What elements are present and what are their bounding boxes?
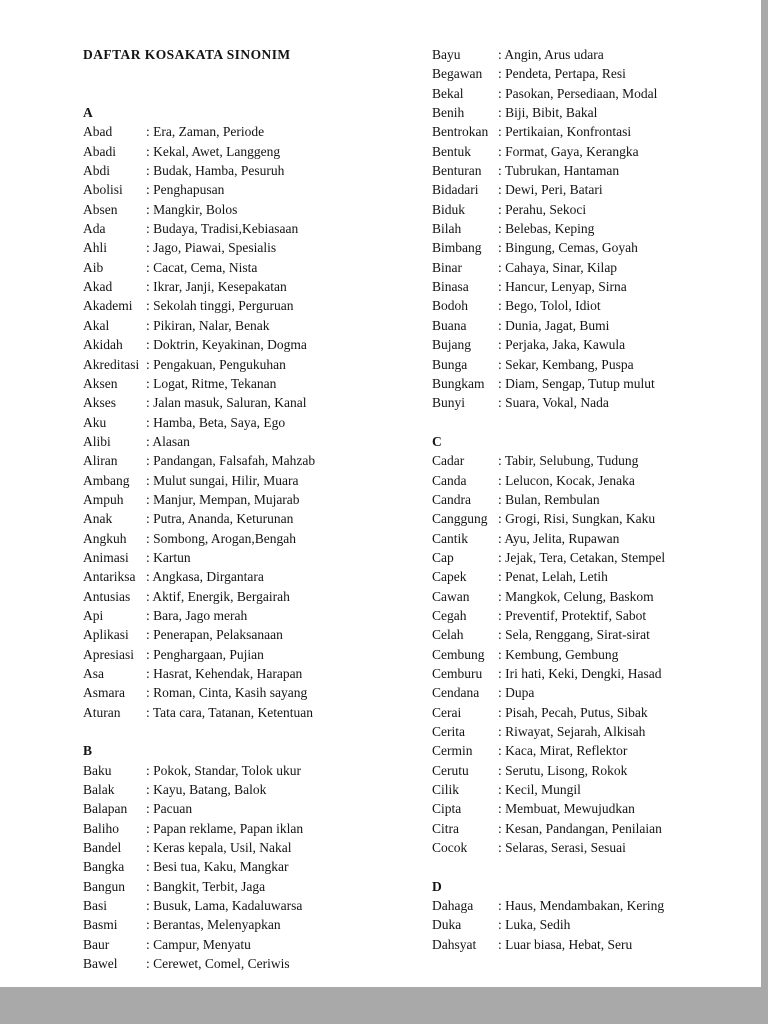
entry-term: Antusias <box>83 588 131 604</box>
entry-cipta <box>432 799 752 818</box>
entry-ambang <box>83 471 423 490</box>
entry-synonyms: : Kayu, Batang, Balok <box>146 782 267 798</box>
entry-abadi <box>83 142 423 161</box>
entry-synonyms: : Cerewet, Comel, Ceriwis <box>146 956 290 972</box>
entry-cadar <box>432 451 752 470</box>
entry-term: Aku <box>83 414 107 430</box>
entry-alibi <box>83 432 423 451</box>
entry-term: Cawan <box>432 588 470 604</box>
entry-term: Bayu <box>432 47 461 62</box>
entry-term: Akad <box>83 279 113 295</box>
entry-synonyms: : Mangkir, Bolos <box>146 201 238 217</box>
entry-term: Buana <box>432 317 467 333</box>
entry-term: Abadi <box>83 143 116 159</box>
entry-synonyms: : Sekar, Kembang, Puspa <box>498 356 634 372</box>
entry-term: Candra <box>432 491 471 507</box>
entry-synonyms: : Kesan, Pandangan, Penilaian <box>498 820 662 836</box>
entry-cerai <box>432 703 752 722</box>
entry-term: Ada <box>83 221 106 237</box>
entry-synonyms: : Riwayat, Sejarah, Alkisah <box>498 724 646 740</box>
entry-synonyms: : Grogi, Risi, Sungkan, Kaku <box>498 511 656 527</box>
entry-synonyms: : Dupa <box>498 685 535 701</box>
entry-abdi <box>83 161 423 180</box>
entry-term: Bawel <box>83 956 118 972</box>
entry-synonyms: : Penghapusan <box>146 182 225 198</box>
entry-term: Bentrokan <box>432 124 489 140</box>
entry-synonyms: : Suara, Vokal, Nada <box>498 395 609 411</box>
entry-term: Benih <box>432 105 465 121</box>
entry-angkuh <box>83 529 423 548</box>
entry-term: Cocok <box>432 840 468 856</box>
entry-bentrokan <box>432 122 752 141</box>
entry-synonyms: : Ikrar, Janji, Kesepakatan <box>146 279 287 295</box>
entry-binar <box>432 258 752 277</box>
entry-synonyms: : Angkasa, Dirgantara <box>146 569 264 585</box>
entry-cegah <box>432 606 752 625</box>
entry-bangka <box>83 857 423 876</box>
entry-term: Cemburu <box>432 666 483 681</box>
entry-synonyms: : Haus, Mendambakan, Kering <box>498 898 665 914</box>
entry-aturan <box>83 703 423 722</box>
entry-bilah <box>432 219 752 238</box>
entry-aib <box>83 258 423 277</box>
entry-bekal <box>432 84 752 103</box>
entry-benturan <box>432 161 752 180</box>
entry-synonyms: : Kaca, Mirat, Reflektor <box>498 743 628 759</box>
entry-bungkam <box>432 374 752 393</box>
entry-cocok <box>432 838 752 857</box>
entry-cendana <box>432 683 752 702</box>
section-letter-c: C <box>432 433 442 449</box>
entry-term: Bodoh <box>432 298 469 314</box>
left-column <box>83 45 423 974</box>
entry-balapan <box>83 799 423 818</box>
entry-aplikasi <box>83 625 423 644</box>
entry-term: Alibi <box>83 433 111 449</box>
entry-synonyms: : Bego, Tolol, Idiot <box>498 298 601 314</box>
entry-synonyms: : Dewi, Peri, Batari <box>498 182 603 198</box>
entry-asmara <box>83 683 423 702</box>
entry-apresiasi <box>83 645 423 664</box>
entry-term: Ampuh <box>83 491 124 507</box>
entry-synonyms: : Bulan, Rembulan <box>498 491 600 507</box>
entry-synonyms: : Pikiran, Nalar, Benak <box>146 317 270 333</box>
entry-basmi <box>83 915 423 934</box>
entry-synonyms: : Pendeta, Pertapa, Resi <box>498 66 626 82</box>
entry-synonyms: : Mulut sungai, Hilir, Muara <box>146 472 299 488</box>
entry-synonyms: : Ayu, Jelita, Rupawan <box>498 530 620 546</box>
entry-term: Baur <box>83 936 110 952</box>
entry-synonyms: : Lelucon, Kocak, Jenaka <box>498 472 635 488</box>
entry-dahsyat <box>432 935 752 954</box>
entry-synonyms: : Membuat, Mewujudkan <box>498 801 635 817</box>
entry-synonyms: : Mangkok, Celung, Baskom <box>498 588 654 604</box>
entry-capek <box>432 567 752 586</box>
entry-synonyms: : Jalan masuk, Saluran, Kanal <box>146 395 307 411</box>
entry-cerutu <box>432 761 752 780</box>
entry-bunyi <box>432 393 752 412</box>
section-letter-b: B <box>83 743 93 759</box>
entry-animasi <box>83 548 423 567</box>
entry-buana <box>432 316 752 335</box>
entry-term: Canggung <box>432 511 488 527</box>
entry-term: Cilik <box>432 782 460 798</box>
entry-cerita <box>432 722 752 741</box>
entry-synonyms: : Penghargaan, Pujian <box>146 646 264 662</box>
entry-canda <box>432 471 752 490</box>
entry-synonyms: : Luka, Sedih <box>498 917 571 933</box>
entry-basi <box>83 896 423 915</box>
entry-term: Antariksa <box>83 569 136 585</box>
entry-term: Asa <box>83 666 104 681</box>
entry-synonyms: : Kekal, Awet, Langgeng <box>146 143 281 159</box>
entry-term: Bidadari <box>432 182 479 198</box>
entry-term: Baku <box>83 762 112 778</box>
entry-cembung <box>432 645 752 664</box>
entry-synonyms: : Busuk, Lama, Kadaluwarsa <box>146 898 303 914</box>
entry-term: Aturan <box>83 704 121 720</box>
entry-synonyms: : Campur, Menyatu <box>146 936 251 952</box>
entry-term: Cembung <box>432 646 485 662</box>
entry-cemburu <box>432 664 752 683</box>
entry-bawel <box>83 954 423 973</box>
entry-synonyms: : Diam, Sengap, Tutup mulut <box>498 375 655 391</box>
entry-term: Baliho <box>83 820 119 836</box>
entry-term: Cendana <box>432 685 480 701</box>
entry-synonyms: : Cahaya, Sinar, Kilap <box>498 259 618 275</box>
entry-balak <box>83 780 423 799</box>
entry-synonyms: : Besi tua, Kaku, Mangkar <box>146 859 289 875</box>
entry-synonyms: : Pokok, Standar, Tolok ukur <box>146 762 302 778</box>
entry-synonyms: : Jago, Piawai, Spesialis <box>146 240 277 256</box>
entry-term: Akses <box>83 395 116 411</box>
entry-synonyms: : Alasan <box>146 433 190 449</box>
entry-candra <box>432 490 752 509</box>
entry-term: Cermin <box>432 743 473 759</box>
entry-synonyms: : Luar biasa, Hebat, Seru <box>498 936 633 952</box>
entry-cap <box>432 548 752 567</box>
entry-synonyms: : Hancur, Lenyap, Sirna <box>498 279 627 295</box>
entry-term: Binar <box>432 259 462 275</box>
entry-synonyms: : Penerapan, Pelaksanaan <box>146 627 283 643</box>
entry-synonyms: : Roman, Cinta, Kasih sayang <box>146 685 308 701</box>
entry-term: Benturan <box>432 163 482 179</box>
entry-bodoh <box>432 296 752 315</box>
entry-synonyms: : Angin, Arus udara <box>498 47 604 62</box>
entry-term: Apresiasi <box>83 646 134 662</box>
entry-ada <box>83 219 423 238</box>
entry-synonyms: : Kecil, Mungil <box>498 782 581 798</box>
entry-cawan <box>432 587 752 606</box>
entry-dahaga <box>432 896 752 915</box>
entry-synonyms: : Pisah, Pecah, Putus, Sibak <box>498 704 648 720</box>
entry-synonyms: : Sombong, Arogan,Bengah <box>146 530 296 546</box>
entry-term: Api <box>83 607 104 623</box>
entry-term: Bungkam <box>432 375 485 391</box>
entry-synonyms: : Pertikaian, Konfrontasi <box>498 124 632 140</box>
entry-synonyms: : Pandangan, Falsafah, Mahzab <box>146 453 316 469</box>
entry-term: Akal <box>83 317 110 333</box>
entry-anak <box>83 509 423 528</box>
entry-term: Dahsyat <box>432 936 477 952</box>
entry-begawan <box>432 64 752 83</box>
entry-duka <box>432 915 752 934</box>
entry-bentuk <box>432 142 752 161</box>
entry-synonyms: : Bangkit, Terbit, Jaga <box>146 878 266 894</box>
entry-term: Balak <box>83 782 115 798</box>
entry-abolisi <box>83 180 423 199</box>
entry-term: Citra <box>432 820 459 836</box>
entry-synonyms: : Logat, Ritme, Tekanan <box>146 375 277 391</box>
entry-term: Canda <box>432 472 467 488</box>
entry-baku <box>83 761 423 780</box>
entry-baliho <box>83 819 423 838</box>
entry-citra <box>432 819 752 838</box>
entry-term: Bangun <box>83 878 125 894</box>
entry-synonyms: : Budak, Hamba, Pesuruh <box>146 163 285 179</box>
entry-term: Capek <box>432 569 467 585</box>
entry-synonyms: : Penat, Lelah, Letih <box>498 569 608 585</box>
entry-synonyms: : Biji, Bibit, Bakal <box>498 105 598 121</box>
entry-term: Angkuh <box>83 530 127 546</box>
entry-synonyms: : Manjur, Mempan, Mujarab <box>146 491 300 507</box>
entry-synonyms: : Tubrukan, Hantaman <box>498 163 620 179</box>
entry-cilik <box>432 780 752 799</box>
entry-term: Akademi <box>83 298 133 314</box>
entry-term: Cadar <box>432 453 465 469</box>
entry-synonyms: : Cacat, Cema, Nista <box>146 259 258 275</box>
entry-synonyms: : Papan reklame, Papan iklan <box>146 820 304 836</box>
entry-term: Begawan <box>432 66 483 82</box>
entry-term: Asmara <box>83 685 125 701</box>
entry-term: Akreditasi <box>83 356 140 372</box>
entry-synonyms: : Bara, Jago merah <box>146 607 248 623</box>
entry-akidah <box>83 335 423 354</box>
entry-absen <box>83 200 423 219</box>
entry-synonyms: : Perahu, Sekoci <box>498 201 587 217</box>
entry-term: Basi <box>83 898 108 914</box>
entry-term: Aliran <box>83 453 118 469</box>
entry-term: Abdi <box>83 163 110 179</box>
entry-ahli <box>83 238 423 257</box>
entry-synonyms: : Kartun <box>146 549 191 565</box>
entry-synonyms: : Sela, Renggang, Sirat-sirat <box>498 627 650 643</box>
entry-akses <box>83 393 423 412</box>
entry-synonyms: : Kembung, Gembung <box>498 646 619 662</box>
entry-cermin <box>432 741 752 760</box>
entry-antariksa <box>83 567 423 586</box>
entry-term: Bilah <box>432 221 462 237</box>
entry-synonyms: : Pasokan, Persediaan, Modal <box>498 85 658 101</box>
entry-antusias <box>83 587 423 606</box>
entry-synonyms: : Bingung, Cemas, Goyah <box>498 240 638 256</box>
entry-synonyms: : Putra, Ananda, Keturunan <box>146 511 294 527</box>
entry-term: Dahaga <box>432 898 474 914</box>
entry-binasa <box>432 277 752 296</box>
entry-synonyms: : Era, Zaman, Periode <box>146 124 265 140</box>
entry-term: Aplikasi <box>83 627 129 643</box>
entry-canggung <box>432 509 752 528</box>
entry-akal <box>83 316 423 335</box>
entry-term: Biduk <box>432 201 466 217</box>
entry-synonyms: : Hamba, Beta, Saya, Ego <box>146 414 286 430</box>
entry-cantik <box>432 529 752 548</box>
entry-synonyms: : Budaya, Tradisi,Kebiasaan <box>146 221 299 237</box>
entry-bangun <box>83 877 423 896</box>
entry-synonyms: : Berantas, Melenyapkan <box>146 917 281 933</box>
entry-bayu <box>432 45 752 64</box>
entry-term: Akidah <box>83 337 123 353</box>
entry-synonyms: : Jejak, Tera, Cetakan, Stempel <box>498 549 666 565</box>
entry-term: Aksen <box>83 375 118 391</box>
right-column <box>432 45 752 954</box>
entry-api <box>83 606 423 625</box>
entry-synonyms: : Sekolah tinggi, Perguruan <box>146 298 294 314</box>
entry-synonyms: : Serutu, Lisong, Rokok <box>498 762 628 778</box>
entry-term: Balapan <box>83 801 128 817</box>
entry-biduk <box>432 200 752 219</box>
entry-ampuh <box>83 490 423 509</box>
entry-term: Cerita <box>432 724 465 740</box>
entry-term: Cerutu <box>432 762 469 778</box>
entry-synonyms: : Format, Gaya, Kerangka <box>498 143 639 159</box>
entry-term: Animasi <box>83 549 129 565</box>
entry-synonyms: : Iri hati, Keki, Dengki, Hasad <box>498 666 662 681</box>
entry-synonyms: : Pengakuan, Pengukuhan <box>146 356 286 372</box>
entry-bidadari <box>432 180 752 199</box>
entry-term: Abolisi <box>83 182 123 198</box>
entry-term: Bunga <box>432 356 468 372</box>
entry-bimbang <box>432 238 752 257</box>
entry-synonyms: : Pacuan <box>146 801 193 817</box>
entry-bandel <box>83 838 423 857</box>
entry-term: Bimbang <box>432 240 482 256</box>
entry-celah <box>432 625 752 644</box>
entry-term: Abad <box>83 124 113 140</box>
entry-synonyms: : Aktif, Energik, Bergairah <box>146 588 290 604</box>
entry-bunga <box>432 355 752 374</box>
entry-term: Cap <box>432 549 454 565</box>
entry-aku <box>83 413 423 432</box>
entry-term: Aib <box>83 259 104 275</box>
entry-synonyms: : Keras kepala, Usil, Nakal <box>146 840 292 856</box>
entry-synonyms: : Perjaka, Jaka, Kawula <box>498 337 626 353</box>
entry-term: Anak <box>83 511 113 527</box>
entry-benih <box>432 103 752 122</box>
entry-term: Duka <box>432 917 462 933</box>
entry-term: Bekal <box>432 85 464 101</box>
entry-synonyms: : Dunia, Jagat, Bumi <box>498 317 610 333</box>
entry-term: Cantik <box>432 530 468 546</box>
entry-aksen <box>83 374 423 393</box>
entry-term: Bunyi <box>432 395 466 411</box>
entry-synonyms: : Hasrat, Kehendak, Harapan <box>146 666 303 681</box>
entry-term: Bangka <box>83 859 125 875</box>
entry-term: Binasa <box>432 279 469 295</box>
entry-synonyms: : Tata cara, Tatanan, Ketentuan <box>146 704 314 720</box>
entry-term: Bandel <box>83 840 122 856</box>
entry-term: Celah <box>432 627 464 643</box>
entry-akademi <box>83 296 423 315</box>
entry-term: Ahli <box>83 240 108 256</box>
entry-term: Cipta <box>432 801 462 817</box>
entry-term: Cegah <box>432 607 467 623</box>
entry-synonyms: : Tabir, Selubung, Tudung <box>498 453 639 469</box>
entry-term: Cerai <box>432 704 462 720</box>
entry-synonyms: : Belebas, Keping <box>498 221 595 237</box>
entry-synonyms: : Doktrin, Keyakinan, Dogma <box>146 337 307 353</box>
section-letter-d: D <box>432 878 442 894</box>
entry-term: Bentuk <box>432 143 471 159</box>
title-spacer <box>83 64 423 83</box>
entry-asa <box>83 664 423 683</box>
entry-term: Ambang <box>83 472 130 488</box>
entry-bujang <box>432 335 752 354</box>
entry-term: Basmi <box>83 917 118 933</box>
entry-term: Bujang <box>432 337 471 353</box>
entry-aliran <box>83 451 423 470</box>
entry-akad <box>83 277 423 296</box>
entry-synonyms: : Preventif, Protektif, Sabot <box>498 607 647 623</box>
page-title: DAFTAR KOSAKATA SINONIM <box>83 47 291 62</box>
entry-baur <box>83 935 423 954</box>
entry-abad <box>83 122 423 141</box>
section-letter-a: A <box>83 105 93 121</box>
entry-synonyms: : Selaras, Serasi, Sesuai <box>498 840 626 856</box>
entry-akreditasi <box>83 355 423 374</box>
entry-term: Absen <box>83 201 118 217</box>
